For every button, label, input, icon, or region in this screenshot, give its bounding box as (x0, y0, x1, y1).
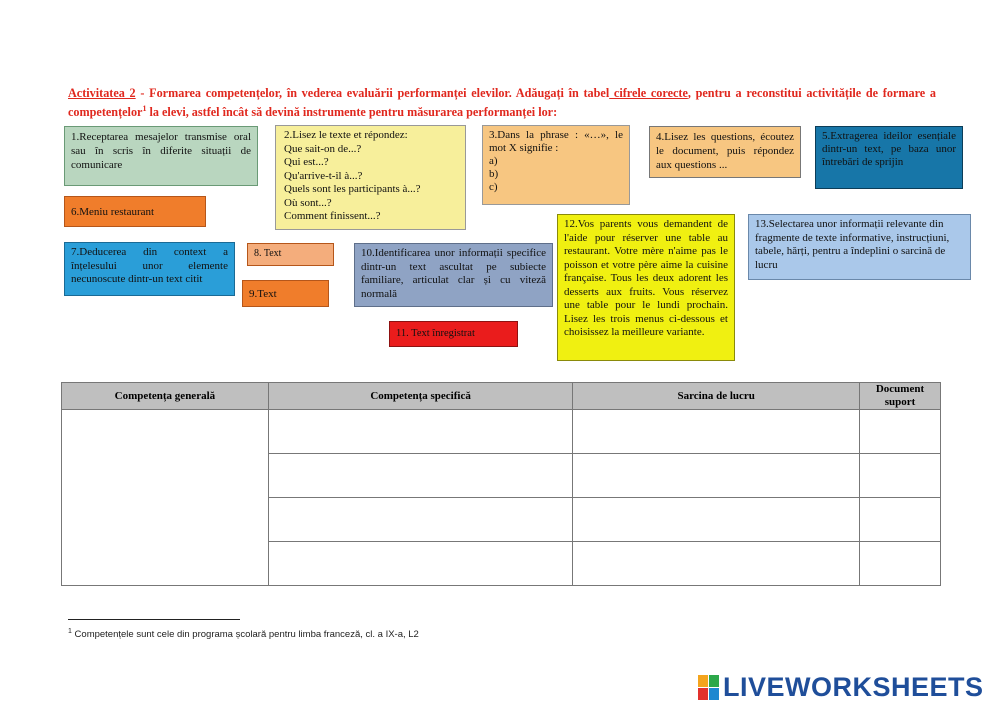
card-13[interactable]: 13.Selectarea unor informații relevante din fragmente de texte informative, instrucțiuni, tabele, hărți, pentru a îndeplini o sarcină de lucru (748, 214, 971, 280)
card-2[interactable]: 2.Lisez le texte et répondez: Que sait-on de...? Qui est...? Qu'arrive-t-il à...? Quels sont les participants à...? Où sont...? Comment finissent...? (275, 125, 466, 230)
task-cell[interactable] (573, 498, 860, 542)
card-8[interactable]: 8. Text (247, 243, 334, 266)
support-document-cell[interactable] (860, 498, 941, 542)
specific-competence-cell[interactable] (268, 542, 573, 586)
footnote-divider (68, 619, 240, 620)
task-cell[interactable] (573, 410, 860, 454)
card-9[interactable]: 9.Text (242, 280, 329, 307)
card-3[interactable]: 3.Dans la phrase : «…», le mot X signifie : a) b) c) (482, 125, 630, 205)
table-row (62, 410, 941, 454)
footnote: $^1$ Competențele sunt cele din programa școlară pentru limba franceză, cl. a IX-a, L2 (68, 628, 419, 641)
card-5[interactable]: 5.Extragerea ideilor esențiale dintr-un text, pe baza unor întrebări de sprijin (815, 126, 963, 189)
card-10[interactable]: 10.Identificarea unor informații specifice dintr-un text ascultat pe subiecte familiare, articulat clar și cu viteză normală (354, 243, 553, 307)
support-document-cell[interactable] (860, 454, 941, 498)
activity-label: Activitatea 2 (68, 86, 136, 100)
card-4[interactable]: 4.Lisez les questions, écoutez le document, puis répondez aux questions ... (649, 126, 801, 178)
header-support-document: Document suport (860, 383, 941, 410)
support-document-cell[interactable] (860, 542, 941, 586)
card-7[interactable]: 7.Deducerea din context a înțelesului unor elemente necunoscute dintr-un text citit (64, 242, 235, 296)
header-specific-competence: Competența specifică (268, 383, 573, 410)
header-general-competence: Competența generală (62, 383, 269, 410)
specific-competence-cell[interactable] (268, 454, 573, 498)
card-12[interactable]: 12.Vos parents vous demandent de l'aide pour réserver une table au restaurant. Votre mère n'aime pas le poisson et votre père aime la cuisine française. Tous les deux adorent les desserts aux fruits. Vous réservez une table pour le lundi prochain. Lisez les trois menus ci-dessous et choisissez la meilleure variante. (557, 214, 735, 361)
task-cell[interactable] (573, 454, 860, 498)
liveworksheets-logo (698, 672, 984, 703)
specific-competence-cell[interactable] (268, 498, 573, 542)
support-document-cell[interactable] (860, 410, 941, 454)
competence-table (61, 382, 941, 586)
task-cell[interactable] (573, 542, 860, 586)
general-competence-cell[interactable] (62, 410, 269, 586)
header-task: Sarcina de lucru (573, 383, 860, 410)
instructions: Activitatea 2 - Formarea competențelor, în vederea evaluării performanței elevilor. Adăugați în tabel cifrele corecte, pentru a reconstitui activitățile de formare a competențelor$^1$ la elevi, astfel încât să devină instrumente pentru măsurarea performanței lor: (68, 86, 936, 120)
specific-competence-cell[interactable] (268, 410, 573, 454)
logo-squares-icon (698, 675, 719, 700)
logo-text: LIVEWORKSHEETS (723, 672, 984, 702)
card-11[interactable]: 11. Text înregistrat (389, 321, 518, 347)
card-1[interactable]: 1.Receptarea mesajelor transmise oral sau în scris în diferite situații de comunicare (64, 126, 258, 186)
card-6[interactable]: 6.Meniu restaurant (64, 196, 206, 227)
